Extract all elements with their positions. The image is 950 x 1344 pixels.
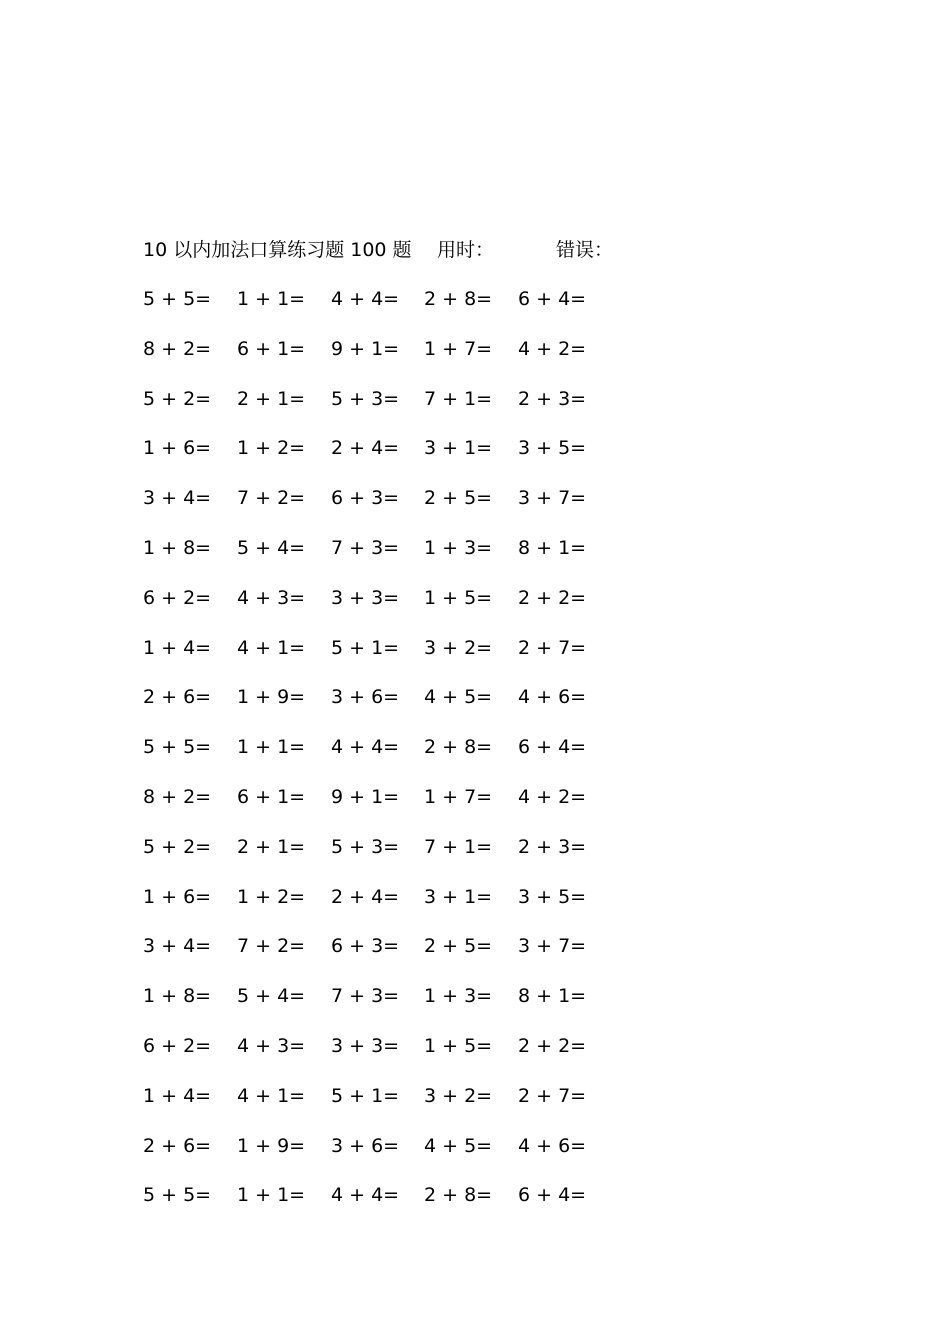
problem-row [143,831,663,881]
addition-problem: 1 + 1= [237,736,306,759]
addition-problem: 6 + 4= [518,288,587,310]
problem-row [143,681,663,731]
problem-row [143,1080,663,1130]
addition-problem: 5 + 2= [143,835,212,858]
addition-problem: 6 + 1= [237,337,306,360]
addition-problem: 3 + 2= [424,1084,493,1107]
problem-row [143,383,663,433]
addition-problem: 1 + 1= [237,1184,306,1207]
worksheet-header [143,234,843,266]
problem-row [143,980,663,1030]
addition-problem: 7 + 1= [424,835,493,858]
errors-label: 错误： [556,239,614,261]
addition-problem: 5 + 3= [331,387,400,410]
addition-problem: 6 + 2= [143,1034,212,1057]
addition-problem: 4 + 6= [518,1134,587,1157]
addition-problem: 2 + 3= [518,835,587,858]
addition-problem: 8 + 1= [518,536,587,559]
addition-problem: 7 + 2= [237,487,306,510]
addition-problem: 6 + 3= [331,487,400,510]
addition-problem: 6 + 4= [518,736,587,759]
addition-problem: 5 + 1= [331,636,400,659]
addition-problem: 4 + 1= [237,1084,306,1107]
addition-problem: 1 + 8= [143,536,212,559]
addition-problem: 4 + 6= [518,686,587,709]
addition-problem: 3 + 3= [331,586,400,609]
addition-problem: 4 + 4= [331,736,400,759]
worksheet-title: 10 以内加法口算练习题 100 题 [143,239,412,261]
problem-row [143,432,663,482]
addition-problem: 8 + 2= [143,785,212,808]
addition-problem: 9 + 1= [331,337,400,360]
problem-row [143,333,663,383]
addition-problem: 1 + 3= [424,985,493,1008]
problem-grid [143,283,663,1229]
addition-problem: 8 + 2= [143,337,212,360]
addition-problem: 4 + 3= [237,1034,306,1057]
time-used-label: 用时： [437,239,495,261]
addition-problem: 4 + 5= [424,686,493,709]
addition-problem: 4 + 1= [237,636,306,659]
addition-problem: 6 + 4= [518,1184,587,1207]
addition-problem: 1 + 2= [237,885,306,908]
addition-problem: 1 + 5= [424,1034,493,1057]
addition-problem: 5 + 3= [331,835,400,858]
addition-problem: 6 + 2= [143,586,212,609]
addition-problem: 4 + 4= [331,1184,400,1207]
addition-problem: 3 + 4= [143,487,212,510]
addition-problem: 2 + 8= [424,288,493,310]
addition-problem: 2 + 5= [424,935,493,958]
addition-problem: 7 + 1= [424,387,493,410]
addition-problem: 1 + 9= [237,686,306,709]
addition-problem: 1 + 5= [424,586,493,609]
addition-problem: 1 + 3= [424,536,493,559]
addition-problem: 1 + 8= [143,985,212,1008]
problem-row [143,532,663,582]
addition-problem: 3 + 5= [518,885,587,908]
addition-problem: 2 + 1= [237,387,306,410]
addition-problem: 3 + 7= [518,935,587,958]
addition-problem: 2 + 4= [331,885,400,908]
addition-problem: 7 + 3= [331,536,400,559]
addition-problem: 2 + 5= [424,487,493,510]
addition-problem: 3 + 4= [143,935,212,958]
problem-row [143,1030,663,1080]
addition-problem: 5 + 2= [143,387,212,410]
addition-problem: 3 + 6= [331,686,400,709]
addition-problem: 1 + 4= [143,1084,212,1107]
addition-problem: 9 + 1= [331,785,400,808]
addition-problem: 7 + 3= [331,985,400,1008]
addition-problem: 1 + 9= [237,1134,306,1157]
addition-problem: 1 + 6= [143,437,212,460]
addition-problem: 5 + 5= [143,736,212,759]
addition-problem: 6 + 3= [331,935,400,958]
addition-problem: 3 + 3= [331,1034,400,1057]
addition-problem: 5 + 1= [331,1084,400,1107]
addition-problem: 5 + 5= [143,288,212,310]
problem-row [143,731,663,781]
addition-problem: 5 + 4= [237,536,306,559]
problem-row [143,881,663,931]
problem-row [143,283,663,333]
problem-row [143,781,663,831]
problem-row [143,1130,663,1180]
addition-problem: 2 + 7= [518,1084,587,1107]
addition-problem: 2 + 4= [331,437,400,460]
addition-problem: 7 + 2= [237,935,306,958]
addition-problem: 4 + 2= [518,337,587,360]
addition-problem: 4 + 5= [424,1134,493,1157]
problem-row [143,632,663,682]
addition-problem: 8 + 1= [518,985,587,1008]
problem-row [143,582,663,632]
addition-problem: 2 + 1= [237,835,306,858]
addition-problem: 1 + 7= [424,337,493,360]
addition-problem: 2 + 2= [518,586,587,609]
addition-problem: 3 + 5= [518,437,587,460]
addition-problem: 1 + 6= [143,885,212,908]
addition-problem: 4 + 2= [518,785,587,808]
addition-problem: 3 + 1= [424,885,493,908]
addition-problem: 2 + 3= [518,387,587,410]
addition-problem: 1 + 4= [143,636,212,659]
addition-problem: 3 + 2= [424,636,493,659]
addition-problem: 2 + 2= [518,1034,587,1057]
addition-problem: 4 + 3= [237,586,306,609]
problem-row [143,930,663,980]
addition-problem: 1 + 1= [237,288,306,310]
addition-problem: 3 + 7= [518,487,587,510]
addition-problem: 2 + 8= [424,736,493,759]
addition-problem: 4 + 4= [331,288,400,310]
addition-problem: 5 + 5= [143,1184,212,1207]
addition-problem: 1 + 2= [237,437,306,460]
addition-problem: 3 + 1= [424,437,493,460]
addition-problem: 2 + 6= [143,1134,212,1157]
addition-problem: 2 + 8= [424,1184,493,1207]
addition-problem: 5 + 4= [237,985,306,1008]
addition-problem: 2 + 7= [518,636,587,659]
problem-row [143,1179,663,1229]
addition-problem: 3 + 6= [331,1134,400,1157]
addition-problem: 1 + 7= [424,785,493,808]
problem-row [143,482,663,532]
addition-problem: 6 + 1= [237,785,306,808]
addition-problem: 2 + 6= [143,686,212,709]
